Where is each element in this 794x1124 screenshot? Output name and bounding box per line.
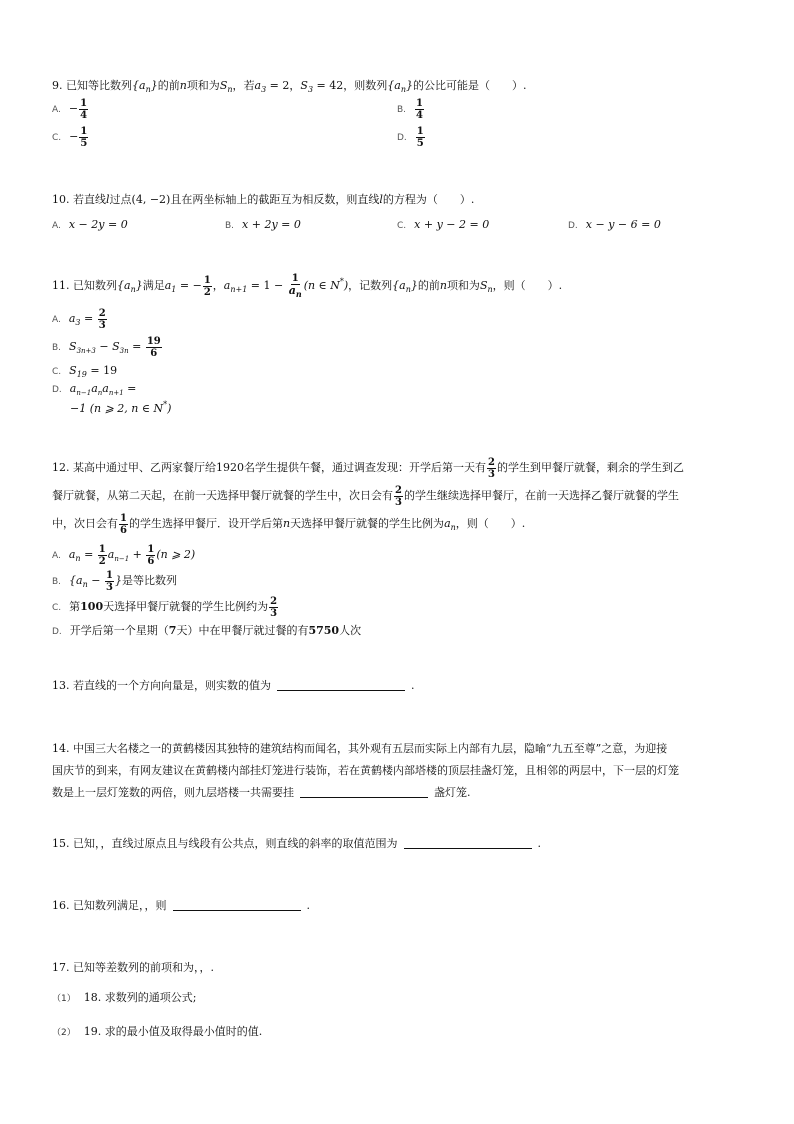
question-number: 15. bbox=[52, 837, 70, 850]
question-10: 10. 若直线l过点(4, −2)且在两坐标轴上的截距互为相反数，则直线l的方程为（ ）. bbox=[52, 193, 475, 206]
question-text: 已知等比数列 bbox=[66, 79, 132, 92]
option-c[interactable]: C. 第100天选择甲餐厅就餐的学生比例约为 $\frac{2}{3}$ bbox=[52, 596, 278, 619]
answer-blank[interactable] bbox=[173, 898, 301, 911]
question-14: 14. 中国三大名楼之一的黄鹤楼因其独特的建筑结构而闻名，其外观有五层而实际上内部有九层，隐喻“九五至尊”之意，为迎接 国庆节的到来，有网友建议在黄鹤楼内部挂灯笼进行装饰，若在黄鹤楼内部塔楼的顶层挂盏灯笼，且相邻的两层中，下一层的灯笼 数是上一层灯笼数的两倍，则九层塔楼一共需要挂 盏灯笼. bbox=[52, 742, 679, 799]
option-d[interactable]: D. $a_{n-1}a_na_{n+1}$ = bbox=[52, 382, 137, 397]
option-d[interactable]: D. $\frac{1}{5}$ bbox=[397, 126, 424, 149]
answer-blank[interactable] bbox=[404, 836, 532, 849]
question-number: 11. bbox=[52, 279, 70, 292]
option-c[interactable]: C. $S_{19} = 19$ bbox=[52, 364, 118, 379]
question-16: 16. 已知数列满足，，则 . bbox=[52, 899, 310, 912]
question-number: 14. bbox=[52, 742, 70, 755]
question-15: 15. 已知，，直线过原点且与线段有公共点，则直线的斜率的取值范围为 . bbox=[52, 837, 541, 850]
option-a[interactable]: A. x − 2y = 0 bbox=[52, 218, 128, 231]
question-number: 10. bbox=[52, 193, 70, 206]
option-a[interactable]: A. $a_3$ = $\frac{2}{3}$ bbox=[52, 308, 106, 331]
option-d-continued: −1 (n ⩾ 2, n ∈ N*) bbox=[70, 400, 172, 415]
option-d[interactable]: D. 开学后第一个星期（7天）中在甲餐厅就过餐的有5750人次 bbox=[52, 624, 362, 637]
question-number: 12. bbox=[52, 461, 70, 474]
question-number: 13. bbox=[52, 679, 70, 692]
option-c[interactable]: C. x + y − 2 = 0 bbox=[397, 218, 490, 231]
option-b[interactable]: B. $\frac{1}{4}$ bbox=[397, 98, 424, 121]
question-number: 16. bbox=[52, 899, 70, 912]
sub-question-2: （2） 19. 求的最小值及取得最小值时的值. bbox=[52, 1025, 263, 1038]
option-a[interactable]: A. $a_n$ = $\frac{1}{2}$ $a_{n-1}$ + $\frac{1}{6}$ (n ⩾ 2) bbox=[52, 544, 196, 567]
option-a[interactable]: A. − $\frac{1}{4}$ bbox=[52, 98, 88, 121]
question-12: 12. 某高中通过甲、乙两家餐厅给1920名学生提供午餐，通过调查发现：开学后第一天有 $\frac{2}{3}$ 的学生到甲餐厅就餐，剩余的学生到乙 餐厅就餐，从第二天起，在前一天选择甲餐厅就餐的学生中，次日会有 $\frac{2}{3}$ 的学生继续选择甲餐厅，在前一天选择乙餐厅就餐的学生 中，次日会有 $\frac{1}{6}$ 的学生选择甲餐厅．设开学后第n天选择甲餐厅就餐的学生比例为$a_n$，则（ ）. bbox=[52, 456, 684, 536]
option-b[interactable]: B. x + 2y = 0 bbox=[225, 218, 301, 231]
question-number: 17. bbox=[52, 961, 70, 974]
sub-question-1: （1） 18. 求数列的通项公式; bbox=[52, 991, 197, 1004]
answer-blank[interactable] bbox=[277, 678, 405, 691]
question-17: 17. 已知等差数列的前项和为，，. bbox=[52, 961, 214, 974]
question-9: 9. 已知等比数列$\{a_n\}$的前n项和为$S_n$，若$a_3 = 2$，$S_3 = 42$，则数列$\{a_n\}$的公比可能是（ ）. bbox=[52, 79, 527, 94]
option-d[interactable]: D. x − y − 6 = 0 bbox=[568, 218, 661, 231]
question-11: 11. 已知数列$\{a_n\}$满足$a_1$ = − $\frac{1}{2}$ ，$a_{n+1} = 1$ − $\frac{1}{a_n}$ (n ∈ N*)，记数列$\{a_n\}$的前n项和为$S_n$，则（ ）. bbox=[52, 272, 563, 299]
option-b[interactable]: B. {$a_n$ − $\frac{1}{3}$ }是等比数列 bbox=[52, 570, 177, 593]
option-c[interactable]: C. − $\frac{1}{5}$ bbox=[52, 126, 88, 149]
option-b[interactable]: B. $S_{3n+3} - S_{3n}$ = $\frac{19}{6}$ bbox=[52, 336, 161, 359]
question-number: 9. bbox=[52, 79, 63, 92]
question-13: 13. 若直线的一个方向向量是，则实数的值为 . bbox=[52, 679, 415, 692]
answer-blank[interactable] bbox=[300, 785, 428, 798]
